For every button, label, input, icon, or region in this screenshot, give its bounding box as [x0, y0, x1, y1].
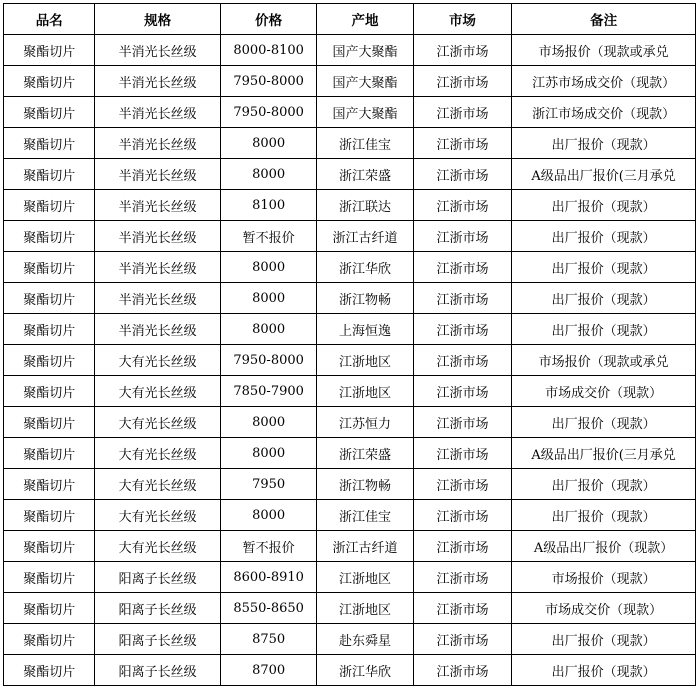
cell-remark: 浙江市场成交价（现款）	[512, 97, 696, 128]
cell-product-name: 聚酯切片	[4, 376, 95, 407]
cell-spec: 半消光长丝级	[95, 128, 221, 159]
cell-price: 暂不报价	[220, 531, 316, 562]
cell-origin: 浙江佳宝	[317, 500, 413, 531]
cell-price: 8000-8100	[220, 35, 316, 66]
cell-spec: 大有光长丝级	[95, 345, 221, 376]
table-row	[4, 190, 696, 221]
cell-remark: 出厂报价（现款）	[512, 221, 696, 252]
cell-origin: 江苏恒力	[317, 407, 413, 438]
cell-price: 8000	[220, 128, 316, 159]
cell-market: 江浙市场	[413, 593, 511, 624]
cell-spec: 半消光长丝级	[95, 35, 221, 66]
cell-remark: 市场报价（现款）	[512, 562, 696, 593]
cell-remark: 出厂报价（现款）	[512, 624, 696, 655]
table-row	[4, 407, 696, 438]
cell-product-name: 聚酯切片	[4, 97, 95, 128]
cell-origin: 浙江荣盛	[317, 438, 413, 469]
cell-price: 8600-8910	[220, 562, 316, 593]
cell-product-name: 聚酯切片	[4, 531, 95, 562]
cell-price: 7950	[220, 469, 316, 500]
table-row	[4, 283, 696, 314]
cell-price: 7950-8000	[220, 345, 316, 376]
cell-price: 8000	[220, 252, 316, 283]
cell-origin: 江浙地区	[317, 345, 413, 376]
cell-market: 江浙市场	[413, 500, 511, 531]
cell-market: 江浙市场	[413, 562, 511, 593]
table-row	[4, 655, 696, 686]
cell-origin: 江浙地区	[317, 562, 413, 593]
cell-spec: 阳离子长丝级	[95, 624, 221, 655]
cell-spec: 半消光长丝级	[95, 159, 221, 190]
cell-product-name: 聚酯切片	[4, 221, 95, 252]
cell-origin: 浙江联达	[317, 190, 413, 221]
cell-market: 江浙市场	[413, 438, 511, 469]
cell-spec: 半消光长丝级	[95, 252, 221, 283]
cell-origin: 赴东舜星	[317, 624, 413, 655]
table-row	[4, 35, 696, 66]
cell-remark: 市场报价（现款或承兑	[512, 345, 696, 376]
table-row	[4, 66, 696, 97]
table-row	[4, 438, 696, 469]
table-row	[4, 500, 696, 531]
cell-spec: 大有光长丝级	[95, 376, 221, 407]
cell-spec: 大有光长丝级	[95, 500, 221, 531]
table-row	[4, 314, 696, 345]
cell-spec: 半消光长丝级	[95, 97, 221, 128]
cell-market: 江浙市场	[413, 376, 511, 407]
cell-price: 7850-7900	[220, 376, 316, 407]
cell-remark: 出厂报价（现款）	[512, 128, 696, 159]
header-spec: 规格	[95, 4, 221, 35]
cell-origin: 浙江荣盛	[317, 159, 413, 190]
cell-price: 8000	[220, 407, 316, 438]
cell-spec: 半消光长丝级	[95, 314, 221, 345]
cell-product-name: 聚酯切片	[4, 438, 95, 469]
cell-price: 8000	[220, 159, 316, 190]
cell-product-name: 聚酯切片	[4, 562, 95, 593]
cell-product-name: 聚酯切片	[4, 469, 95, 500]
cell-spec: 半消光长丝级	[95, 190, 221, 221]
header-row	[4, 4, 696, 35]
table-row	[4, 531, 696, 562]
table-row	[4, 562, 696, 593]
cell-product-name: 聚酯切片	[4, 66, 95, 97]
table-row	[4, 97, 696, 128]
cell-remark: 出厂报价（现款）	[512, 314, 696, 345]
price-table	[3, 3, 696, 686]
cell-origin: 国产大聚酯	[317, 35, 413, 66]
cell-product-name: 聚酯切片	[4, 283, 95, 314]
table-row	[4, 376, 696, 407]
cell-market: 江浙市场	[413, 252, 511, 283]
cell-market: 江浙市场	[413, 624, 511, 655]
cell-product-name: 聚酯切片	[4, 35, 95, 66]
cell-origin: 江浙地区	[317, 376, 413, 407]
cell-origin: 江浙地区	[317, 593, 413, 624]
cell-origin: 上海恒逸	[317, 314, 413, 345]
cell-spec: 半消光长丝级	[95, 66, 221, 97]
table-row	[4, 159, 696, 190]
cell-price: 7950-8000	[220, 97, 316, 128]
cell-market: 江浙市场	[413, 128, 511, 159]
cell-origin: 浙江古纤道	[317, 531, 413, 562]
cell-remark: 出厂报价（现款）	[512, 500, 696, 531]
cell-origin: 浙江物畅	[317, 283, 413, 314]
cell-spec: 大有光长丝级	[95, 531, 221, 562]
cell-origin: 浙江古纤道	[317, 221, 413, 252]
header-remark: 备注	[512, 4, 696, 35]
cell-remark: 出厂报价（现款）	[512, 655, 696, 686]
table-row	[4, 345, 696, 376]
cell-market: 江浙市场	[413, 655, 511, 686]
cell-market: 江浙市场	[413, 531, 511, 562]
cell-price: 8100	[220, 190, 316, 221]
cell-market: 江浙市场	[413, 66, 511, 97]
cell-remark: A级品出厂报价(三月承兑	[512, 438, 696, 469]
cell-price: 7950-8000	[220, 66, 316, 97]
cell-spec: 阳离子长丝级	[95, 655, 221, 686]
header-product-name: 品名	[4, 4, 95, 35]
table-row	[4, 252, 696, 283]
cell-remark: 出厂报价（现款）	[512, 469, 696, 500]
cell-product-name: 聚酯切片	[4, 252, 95, 283]
cell-product-name: 聚酯切片	[4, 407, 95, 438]
cell-market: 江浙市场	[413, 314, 511, 345]
cell-price: 8700	[220, 655, 316, 686]
cell-market: 江浙市场	[413, 469, 511, 500]
cell-remark: 市场报价（现款或承兑	[512, 35, 696, 66]
table-body	[4, 35, 696, 686]
cell-market: 江浙市场	[413, 345, 511, 376]
cell-remark: 出厂报价（现款）	[512, 283, 696, 314]
cell-spec: 半消光长丝级	[95, 283, 221, 314]
cell-product-name: 聚酯切片	[4, 500, 95, 531]
cell-price: 8000	[220, 500, 316, 531]
cell-price: 8000	[220, 438, 316, 469]
header-origin: 产地	[317, 4, 413, 35]
cell-product-name: 聚酯切片	[4, 655, 95, 686]
header-market: 市场	[413, 4, 511, 35]
cell-price: 8000	[220, 314, 316, 345]
cell-remark: 出厂报价（现款）	[512, 407, 696, 438]
cell-product-name: 聚酯切片	[4, 128, 95, 159]
cell-spec: 半消光长丝级	[95, 221, 221, 252]
cell-origin: 浙江物畅	[317, 469, 413, 500]
cell-product-name: 聚酯切片	[4, 159, 95, 190]
cell-origin: 国产大聚酯	[317, 66, 413, 97]
cell-market: 江浙市场	[413, 159, 511, 190]
cell-spec: 阳离子长丝级	[95, 593, 221, 624]
cell-product-name: 聚酯切片	[4, 314, 95, 345]
cell-market: 江浙市场	[413, 221, 511, 252]
cell-origin: 国产大聚酯	[317, 97, 413, 128]
cell-spec: 阳离子长丝级	[95, 562, 221, 593]
table-row	[4, 593, 696, 624]
cell-spec: 大有光长丝级	[95, 438, 221, 469]
header-price: 价格	[220, 4, 316, 35]
table-row	[4, 128, 696, 159]
table-row	[4, 221, 696, 252]
cell-product-name: 聚酯切片	[4, 190, 95, 221]
cell-origin: 浙江华欣	[317, 252, 413, 283]
cell-market: 江浙市场	[413, 283, 511, 314]
cell-market: 江浙市场	[413, 407, 511, 438]
table-row	[4, 624, 696, 655]
cell-product-name: 聚酯切片	[4, 593, 95, 624]
cell-price: 暂不报价	[220, 221, 316, 252]
cell-market: 江浙市场	[413, 35, 511, 66]
cell-market: 江浙市场	[413, 97, 511, 128]
cell-price: 8000	[220, 283, 316, 314]
cell-remark: 市场成交价（现款）	[512, 376, 696, 407]
cell-market: 江浙市场	[413, 190, 511, 221]
cell-spec: 大有光长丝级	[95, 469, 221, 500]
cell-price: 8750	[220, 624, 316, 655]
cell-origin: 浙江华欣	[317, 655, 413, 686]
cell-remark: 出厂报价（现款）	[512, 252, 696, 283]
cell-price: 8550-8650	[220, 593, 316, 624]
cell-remark: 江苏市场成交价（现款）	[512, 66, 696, 97]
cell-remark: A级品出厂报价(三月承兑	[512, 159, 696, 190]
cell-origin: 浙江佳宝	[317, 128, 413, 159]
cell-spec: 大有光长丝级	[95, 407, 221, 438]
cell-remark: 市场成交价（现款）	[512, 593, 696, 624]
cell-product-name: 聚酯切片	[4, 624, 95, 655]
table-row	[4, 469, 696, 500]
cell-product-name: 聚酯切片	[4, 345, 95, 376]
cell-remark: 出厂报价（现款）	[512, 190, 696, 221]
cell-remark: A级品出厂报价（现款）	[512, 531, 696, 562]
